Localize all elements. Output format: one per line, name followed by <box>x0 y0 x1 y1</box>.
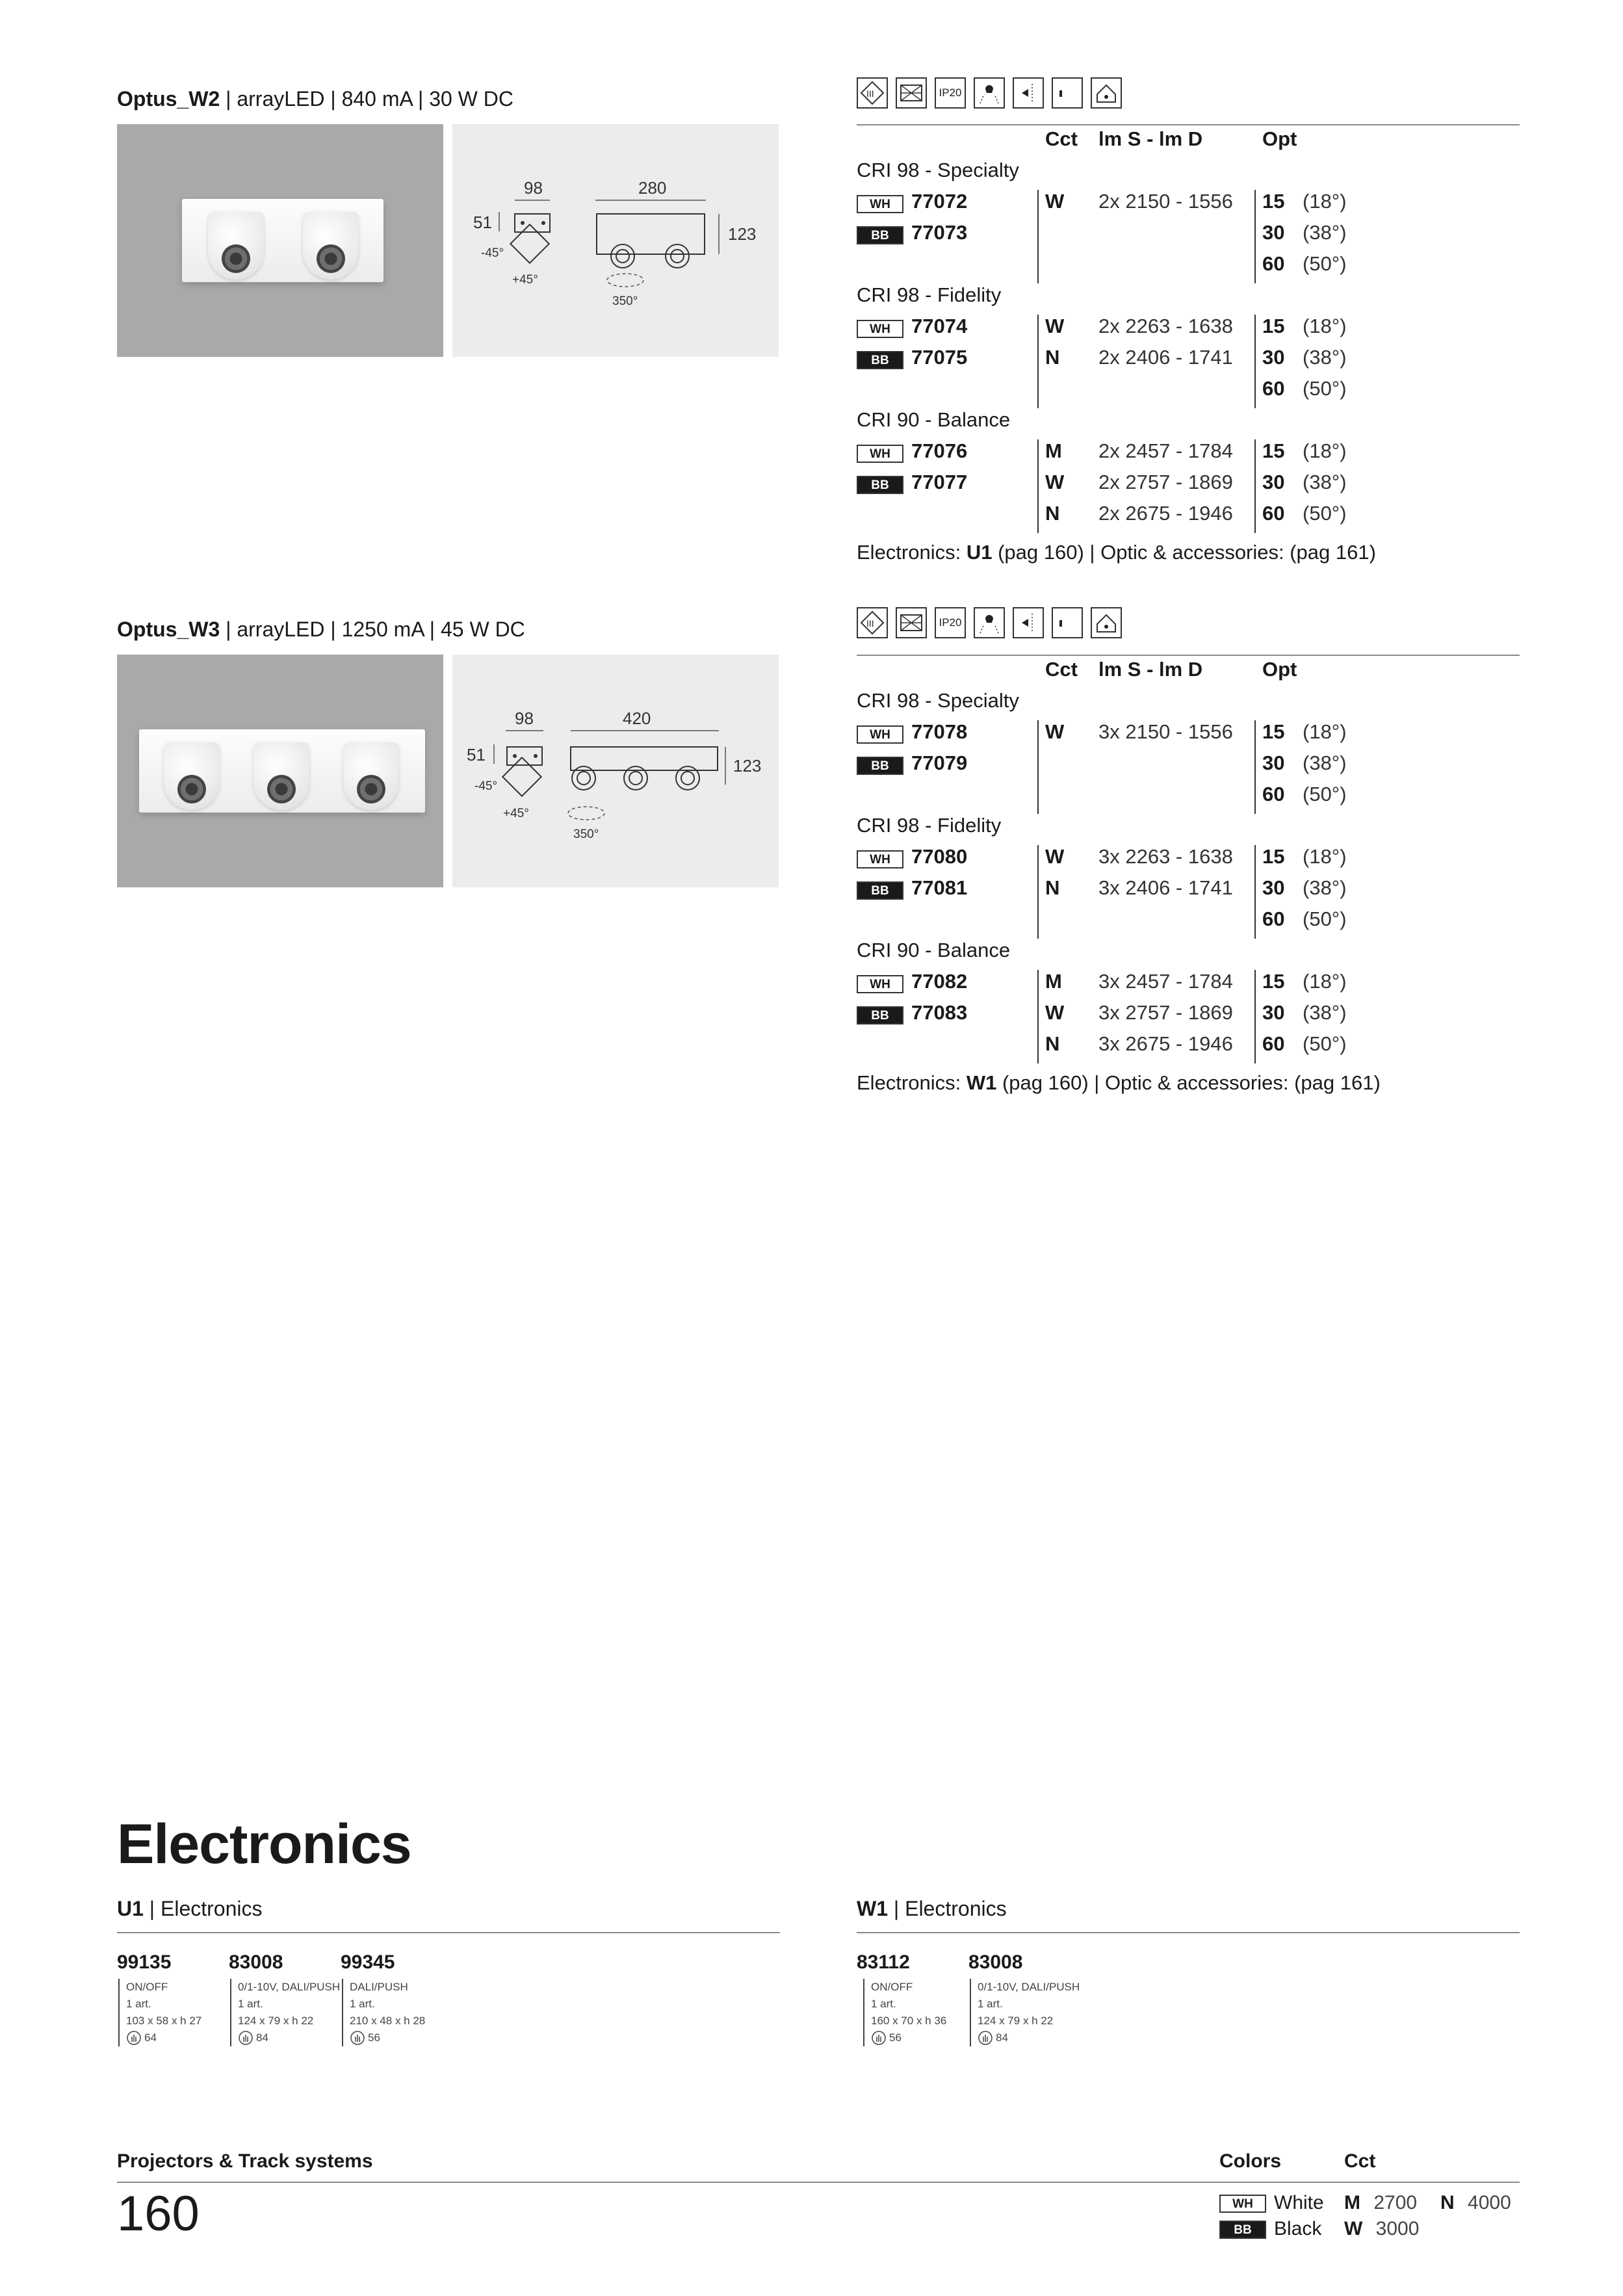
dim-tilt-plus: +45° <box>512 273 538 287</box>
color-badge-black: BB <box>857 351 903 369</box>
cct-kelvin: 3000 <box>1375 2218 1420 2239</box>
glow-wire-icon <box>974 607 1005 638</box>
lens <box>177 775 206 803</box>
column-divider <box>1037 845 1039 939</box>
cct-label: Cct <box>1344 2150 1376 2172</box>
color-badge-black: BB <box>1219 2221 1266 2239</box>
cct-code: M <box>1344 2192 1360 2213</box>
electronics-ref: U1 <box>966 541 993 564</box>
group-title: CRI 98 - Fidelity <box>857 283 1002 306</box>
column-divider <box>1037 970 1039 1063</box>
optic-value: 15 <box>1262 720 1285 743</box>
page-number: 160 <box>117 2186 200 2241</box>
table-row <box>857 190 1520 221</box>
cct-legend-item <box>1440 2192 1511 2214</box>
group-title: CRI 98 - Specialty <box>857 689 1019 712</box>
cct-code: W <box>1344 2218 1363 2239</box>
optic-angle: (18°) <box>1303 439 1347 462</box>
section-rule <box>117 1932 780 1933</box>
weight-icon <box>350 2030 365 2046</box>
optic-value: 15 <box>1262 970 1285 993</box>
ip20-icon: IP20 <box>935 607 966 638</box>
lumen-value: 3x 2406 - 1741 <box>1098 876 1233 899</box>
table-row <box>857 876 1520 907</box>
column-divider <box>1037 190 1039 283</box>
dim-tilt-plus: +45° <box>503 807 529 820</box>
driver-code: 83008 <box>229 1951 283 1973</box>
color-badge-white: WH <box>857 445 903 463</box>
optic-value: 15 <box>1262 439 1285 462</box>
article-code: 77078 <box>911 720 968 743</box>
product-name: Optus_W3 <box>117 618 220 641</box>
lumen-value: 3x 2150 - 1556 <box>1098 720 1233 743</box>
cct-value: W <box>1045 1001 1065 1024</box>
optic-value: 60 <box>1262 377 1285 400</box>
cct-kelvin: 2700 <box>1373 2192 1418 2213</box>
weight-icon <box>126 2030 142 2046</box>
optic-angle: (18°) <box>1303 315 1347 337</box>
lumen-value: 2x 2675 - 1946 <box>1098 502 1233 525</box>
tilt-adjust-icon <box>1013 607 1044 638</box>
product-spec: | arrayLED | 840 mA | 30 W DC <box>220 87 513 111</box>
table-row <box>857 439 1520 471</box>
cct-value: N <box>1045 876 1060 899</box>
lumen-value: 2x 2150 - 1556 <box>1098 190 1233 213</box>
electronics-note: Electronics: W1 (pag 160) | Optic & accessories: (pag 161) <box>857 1071 1381 1094</box>
driver-details: DALI/PUSH 1 art. 210 x 48 x h 28 56 <box>342 1979 425 2046</box>
cct-value: W <box>1045 720 1065 743</box>
col-header-cct: Cct <box>1045 658 1078 681</box>
color-badge-black: BB <box>857 1006 903 1024</box>
color-badge-white: WH <box>1219 2195 1266 2213</box>
optic-value: 60 <box>1262 252 1285 275</box>
color-badge-white: WH <box>857 195 903 213</box>
spotlight-head <box>164 742 220 810</box>
optic-angle: (38°) <box>1303 221 1347 244</box>
column-divider <box>1254 845 1256 939</box>
lumen-value: 2x 2757 - 1869 <box>1098 471 1233 493</box>
article-code: 77077 <box>911 471 968 493</box>
table-row <box>857 845 1520 876</box>
spotlight-head <box>343 742 399 810</box>
table-row <box>857 252 1520 283</box>
dim-height: 123 <box>728 224 757 244</box>
driver-details: 0/1-10V, DALI/PUSH 1 art. 124 x 79 x h 22 84 <box>230 1979 340 2046</box>
optic-angle: (50°) <box>1303 502 1347 525</box>
no-insulation-cover-icon <box>896 607 927 638</box>
certification-icons <box>857 77 1122 109</box>
driver-code: 83112 <box>857 1951 910 1973</box>
lumen-value: 3x 2457 - 1784 <box>1098 970 1233 993</box>
table-row <box>857 346 1520 377</box>
table-row <box>857 783 1520 814</box>
cct-value: N <box>1045 1032 1060 1055</box>
column-divider <box>1037 439 1039 533</box>
class-iii-icon <box>857 77 888 109</box>
table-row <box>857 1001 1520 1032</box>
optic-angle: (50°) <box>1303 252 1347 275</box>
article-code: 77073 <box>911 221 968 244</box>
optic-angle: (38°) <box>1303 346 1347 369</box>
electronics-group-title: U1 | Electronics <box>117 1897 263 1920</box>
table-row <box>857 720 1520 751</box>
article-code: 77083 <box>911 1001 968 1024</box>
cct-legend-item <box>1344 2218 1419 2240</box>
surface-mount-icon <box>1052 77 1083 109</box>
dim-depth: 98 <box>515 709 534 728</box>
ceiling-mount-icon <box>1091 77 1122 109</box>
column-divider <box>1254 190 1256 283</box>
optic-angle: (38°) <box>1303 1001 1347 1024</box>
color-badge-black: BB <box>857 226 903 244</box>
cct-value: N <box>1045 346 1060 369</box>
lumen-value: 3x 2263 - 1638 <box>1098 845 1233 868</box>
column-divider <box>1254 720 1256 814</box>
dim-head: 51 <box>473 213 492 232</box>
svg-text:III: III <box>866 618 874 629</box>
column-divider <box>1254 439 1256 533</box>
article-code: 77082 <box>911 970 968 993</box>
colors-label: Colors <box>1219 2150 1282 2172</box>
optic-angle: (18°) <box>1303 720 1347 743</box>
dim-rotation: 350° <box>573 828 599 841</box>
col-header-opt: Opt <box>1262 658 1297 681</box>
article-code: 77075 <box>911 346 968 369</box>
product-title <box>117 618 525 642</box>
cct-code: N <box>1440 2192 1455 2213</box>
optic-angle: (50°) <box>1303 907 1347 930</box>
table-row <box>857 1032 1520 1063</box>
driver-details: 0/1-10V, DALI/PUSH 1 art. 124 x 79 x h 22 84 <box>970 1979 1080 2046</box>
ceiling-mount-icon <box>1091 607 1122 638</box>
optic-value: 30 <box>1262 876 1285 899</box>
col-header-cct: Cct <box>1045 127 1078 150</box>
weight-icon <box>871 2030 887 2046</box>
column-divider <box>1037 720 1039 814</box>
surface-mount-icon <box>1052 607 1083 638</box>
table-row <box>857 315 1520 346</box>
optic-value: 60 <box>1262 1032 1285 1055</box>
optic-value: 60 <box>1262 502 1285 525</box>
optic-value: 30 <box>1262 1001 1285 1024</box>
column-divider <box>1037 315 1039 408</box>
table-row <box>857 502 1520 533</box>
color-name: Black <box>1274 2218 1322 2239</box>
article-code: 77079 <box>911 751 968 774</box>
optic-angle: (18°) <box>1303 970 1347 993</box>
electronics-group-title: W1 | Electronics <box>857 1897 1007 1920</box>
dim-head: 51 <box>467 745 486 764</box>
optic-angle: (50°) <box>1303 783 1347 805</box>
certification-icons <box>857 607 1122 638</box>
lens <box>317 244 345 273</box>
color-badge-white: WH <box>857 975 903 993</box>
optic-angle: (38°) <box>1303 471 1347 493</box>
section-title: Electronics <box>117 1813 411 1875</box>
optic-value: 30 <box>1262 221 1285 244</box>
lumen-value: 3x 2757 - 1869 <box>1098 1001 1233 1024</box>
cct-legend-item <box>1344 2192 1417 2214</box>
color-name: White <box>1274 2192 1324 2213</box>
group-title: CRI 90 - Balance <box>857 408 1011 431</box>
color-badge-white: WH <box>857 725 903 744</box>
lumen-value: 2x 2457 - 1784 <box>1098 439 1233 462</box>
optic-angle: (38°) <box>1303 876 1347 899</box>
optic-angle: (50°) <box>1303 377 1347 400</box>
group-title: CRI 98 - Specialty <box>857 159 1019 181</box>
technical-drawing <box>452 655 779 887</box>
optic-value: 15 <box>1262 315 1285 337</box>
optic-value: 15 <box>1262 190 1285 213</box>
col-header-opt: Opt <box>1262 127 1297 150</box>
color-badge-white: WH <box>857 850 903 868</box>
optic-value: 60 <box>1262 907 1285 930</box>
optic-value: 15 <box>1262 845 1285 868</box>
footer-rule <box>117 2182 1520 2183</box>
section-rule <box>857 1932 1520 1933</box>
driver-details: ON/OFF 1 art. 103 x 58 x h 27 64 <box>118 1979 201 2046</box>
article-code: 77081 <box>911 876 968 899</box>
weight-icon <box>238 2030 253 2046</box>
article-code: 77076 <box>911 439 968 462</box>
electronics-note: Electronics: U1 (pag 160) | Optic & accessories: (pag 161) <box>857 541 1376 564</box>
fixture-body <box>182 199 383 282</box>
cct-value: W <box>1045 471 1065 493</box>
color-badge-white: WH <box>857 320 903 338</box>
table-row <box>857 970 1520 1001</box>
group-title: CRI 90 - Balance <box>857 939 1011 961</box>
col-header-lm: lm S - lm D <box>1098 658 1203 681</box>
page-category: Projectors & Track systems <box>117 2150 373 2172</box>
tilt-adjust-icon <box>1013 77 1044 109</box>
dim-depth: 98 <box>524 178 543 198</box>
no-insulation-cover-icon <box>896 77 927 109</box>
class-iii-icon <box>857 607 888 638</box>
optic-angle: (50°) <box>1303 1032 1347 1055</box>
fixture-body <box>139 729 425 813</box>
color-badge-black: BB <box>857 476 903 494</box>
cct-value: M <box>1045 970 1062 993</box>
table-row <box>857 907 1520 939</box>
driver-code: 83008 <box>968 1951 1023 1973</box>
dim-height: 123 <box>733 756 762 776</box>
weight-icon <box>978 2030 993 2046</box>
optic-value: 60 <box>1262 783 1285 805</box>
optic-value: 30 <box>1262 471 1285 493</box>
optic-angle: (18°) <box>1303 190 1347 213</box>
glow-wire-icon <box>974 77 1005 109</box>
ip20-icon: IP20 <box>935 77 966 109</box>
spotlight-head <box>208 212 264 280</box>
lens <box>222 244 250 273</box>
optic-angle: (18°) <box>1303 845 1347 868</box>
col-header-lm: lm S - lm D <box>1098 127 1203 150</box>
color-badge-black: BB <box>857 757 903 775</box>
lens <box>357 775 385 803</box>
cct-value: M <box>1045 439 1062 462</box>
optic-value: 30 <box>1262 751 1285 774</box>
lumen-value: 3x 2675 - 1946 <box>1098 1032 1233 1055</box>
product-spec: | arrayLED | 1250 mA | 45 W DC <box>220 618 525 641</box>
spotlight-head <box>303 212 359 280</box>
spotlight-head <box>253 742 309 810</box>
lens <box>267 775 296 803</box>
dim-tilt-minus: -45° <box>481 246 504 260</box>
electronics-ref: W1 <box>966 1071 997 1094</box>
product-photo <box>117 655 443 887</box>
dim-width: 420 <box>623 709 651 728</box>
driver-details: ON/OFF 1 art. 160 x 70 x h 36 56 <box>863 1979 946 2046</box>
driver-code: 99345 <box>341 1951 395 1973</box>
product-name: Optus_W2 <box>117 87 220 111</box>
dim-width: 280 <box>638 178 667 198</box>
cct-value: W <box>1045 190 1065 213</box>
cct-value: N <box>1045 502 1060 525</box>
lumen-value: 2x 2263 - 1638 <box>1098 315 1233 337</box>
optic-value: 30 <box>1262 346 1285 369</box>
table-row <box>857 221 1520 252</box>
table-top-rule <box>857 124 1520 125</box>
technical-drawing <box>452 124 779 357</box>
cct-value: W <box>1045 315 1065 337</box>
table-row <box>857 471 1520 502</box>
optic-angle: (38°) <box>1303 751 1347 774</box>
group-title: CRI 98 - Fidelity <box>857 814 1002 837</box>
column-divider <box>1254 315 1256 408</box>
table-row <box>857 751 1520 783</box>
dim-rotation: 350° <box>612 294 638 308</box>
driver-code: 99135 <box>117 1951 172 1973</box>
article-code: 77074 <box>911 315 968 337</box>
table-top-rule <box>857 655 1520 656</box>
cct-kelvin: 4000 <box>1468 2192 1511 2213</box>
lumen-value: 2x 2406 - 1741 <box>1098 346 1233 369</box>
article-code: 77080 <box>911 845 968 868</box>
column-divider <box>1254 970 1256 1063</box>
dim-tilt-minus: -45° <box>474 779 498 793</box>
color-badge-black: BB <box>857 881 903 900</box>
product-title <box>117 87 513 111</box>
table-row <box>857 377 1520 408</box>
article-code: 77072 <box>911 190 968 213</box>
svg-text:III: III <box>866 88 874 99</box>
cct-value: W <box>1045 845 1065 868</box>
product-photo <box>117 124 443 357</box>
